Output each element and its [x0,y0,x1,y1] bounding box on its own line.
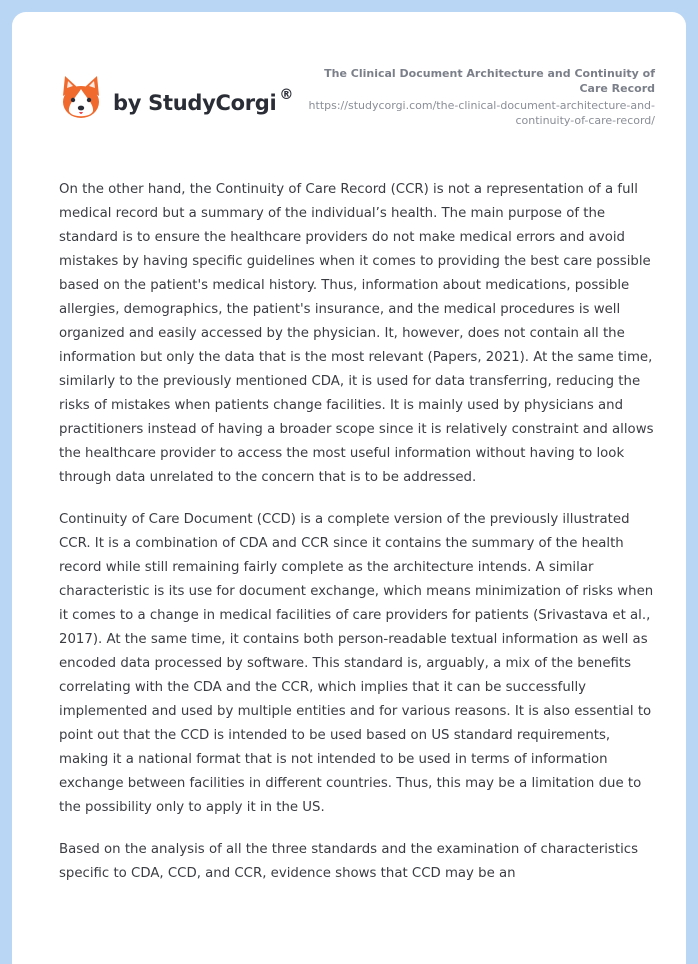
document-title: The Clinical Document Architecture and Continuity of Care Record [324,67,655,95]
brand-text: by StudyCorgi [113,90,277,115]
source-info [295,66,655,128]
document-card [12,12,686,964]
registered-mark: ® [279,86,294,103]
source-url[interactable]: https://studycorgi.com/the-clinical-document-architecture-and-continuity-of-care-record/ [308,99,655,127]
corgi-icon [60,74,102,122]
paragraph: Based on the analysis of all the three standards and the examination of characteristics specific to CDA, CCD, and CCR, evidence shows that CCD may be an [59,842,638,881]
document-body [59,178,659,904]
paragraph: On the other hand, the Continuity of Care Record (CCR) is not a representation of a full medical record but a summary of the individual’s health. The main purpose of the standard is to ensure the healthcare providers do not make medical errors and avoid mistakes by having specific guidelines when it comes to providing the best care possible based on the patient's medical history. Thus, information about medications, possible allergies, demographics, the patient's insurance, and the medical procedures is well organized and easily accessed by the physician. It, however, does not contain all the information but only the data that is the most relevant (Papers, 2021). At the same time, similarly to the previously mentioned CDA, it is used for data transferring, reducing the risks of mistakes when patients change facilities. It is mainly used by physicians and practitioners instead of having a broader scope since it is relatively constraint and allows the healthcare provider to access the most useful information without having to look through data unrelated to the concern that is to be addressed. [59,182,654,485]
paragraph: Continuity of Care Document (CCD) is a complete version of the previously illustrated CCR. It is a combination of CDA and CCR since it contains the summary of the health record while still remaining fairly complete as the architecture intends. A similar characteristic is its use for document exchange, which means minimization of risks when it comes to a change in medical facilities of care providers for patients (Srivastava et al., 2017). At the same time, it contains both person-readable textual information as well as encoded data processed by software. This standard is, arguably, a mix of the benefits correlating with the CDA and the CCR, which implies that it can be successfully implemented and used by multiple entities and for various reasons. It is also essential to point out that the CCD is intended to be used based on US standard requirements, making it a national format that is not intended to be used in terms of information exchange between facilities in different countries. Thus, this may be a limitation due to the possibility only to apply it in the US. [59,512,654,815]
brand-name [113,86,294,115]
page-header [12,12,686,152]
studycorgi-logo[interactable] [60,74,293,122]
